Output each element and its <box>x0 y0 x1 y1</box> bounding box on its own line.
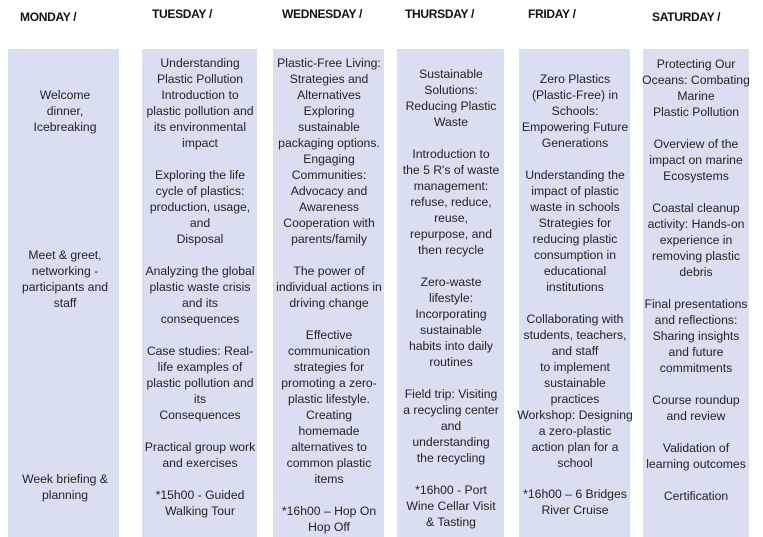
tuesday-global-crisis: Analyzing the global plastic waste crisis and its consequences <box>145 264 255 326</box>
thursday-five-rs: Introduction to the 5 R's of waste management: refuse, reduce, reuse, repurpose, and then recycle <box>402 147 500 257</box>
friday-schools: Zero Plastics (Plastic-Free) in Schools: Empowering Future Generations <box>521 72 629 150</box>
thursday-wine-cellar: *16h00 - Port Wine Cellar Visit & Tasting <box>406 483 496 529</box>
tuesday-walking-tour: *15h00 - Guided Walking Tour <box>155 488 245 518</box>
tuesday-understanding: Understanding Plastic Pollution Introduction to plastic pollution and its environmental impact <box>146 56 254 150</box>
monday-welcome: Welcome dinner, Icebreaking <box>33 88 97 134</box>
tuesday-case-studies: Case studies: Real- life examples of plastic pollution and its Consequences <box>146 344 254 422</box>
header-wednesday: WEDNESDAY / <box>282 7 363 21</box>
thursday-solutions: Sustainable Solutions: Reducing Plastic Waste <box>405 67 497 129</box>
header-saturday: SATURDAY / <box>652 10 721 24</box>
monday-meet-greet: Meet & greet, networking - participants and staff <box>21 248 109 310</box>
saturday-roundup: Course roundup and review <box>652 393 740 423</box>
wednesday-plastic-free: Plastic-Free Living: Strategies and Alternatives Exploring sustainable packaging options. Engaging Communities: Advocacy and Awareness Cooperation with parents/family <box>277 56 381 246</box>
saturday-oceans: Protecting Our Oceans: Combating Marine Plastic Pollution <box>642 57 750 119</box>
saturday-cleanup: Coastal cleanup activity: Hands-on experience in removing plastic debris <box>647 201 745 279</box>
monday-briefing: Week briefing & planning <box>22 472 108 502</box>
friday-collaborating: Collaborating with students, teachers, and staff to implement sustainable practices Workshop: Designing a zero-plastic action plan for a school <box>517 312 633 470</box>
header-friday: FRIDAY / <box>528 7 576 21</box>
thursday-zero-waste: Zero-waste lifestyle: Incorporating sustainable habits into daily routines <box>408 275 493 369</box>
thursday-field-trip: Field trip: Visiting a recycling center and understanding the recycling <box>403 387 499 465</box>
saturday-overview: Overview of the impact on marine Ecosystems <box>649 137 743 183</box>
friday-river-cruise: *16h00 – 6 Bridges River Cruise <box>523 487 627 517</box>
wednesday-hop-on: *16h00 – Hop On Hop Off <box>281 504 377 534</box>
tuesday-group-work: Practical group work and exercises <box>144 440 256 470</box>
friday-impact: Understanding the impact of plastic waste in schools Strategies for reducing plastic consumption in educational institutions <box>525 168 625 294</box>
header-thursday: THURSDAY / <box>405 7 475 21</box>
saturday-validation: Validation of learning outcomes <box>646 441 746 471</box>
saturday-final-presentations: Final presentations and reflections: Sharing insights and future commitments <box>644 297 748 375</box>
wednesday-communication: Effective communication strategies for promoting a zero- plastic lifestyle. Creating homemade alternatives to common plastic items <box>281 328 377 486</box>
wednesday-power-of-action: The power of individual actions in driving change <box>276 264 382 310</box>
header-tuesday: TUESDAY / <box>152 7 212 21</box>
tuesday-lifecycle: Exploring the life cycle of plastics: production, usage, and Disposal <box>149 168 251 246</box>
header-monday: MONDAY / <box>20 10 77 24</box>
saturday-certification: Certification <box>663 489 729 503</box>
